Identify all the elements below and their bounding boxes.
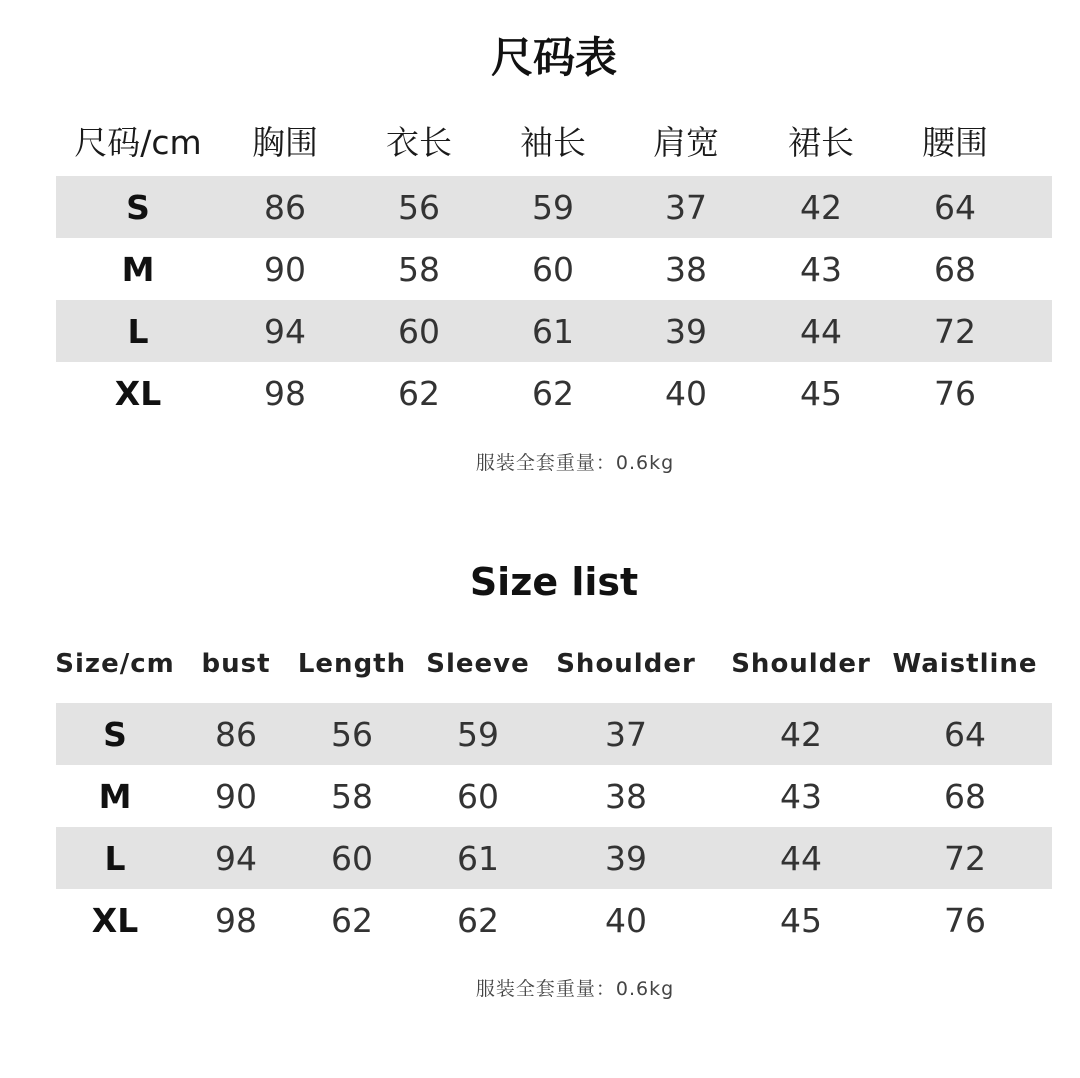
- size-list-measurement-cell: 45: [780, 900, 822, 940]
- size-list-measurement-cell: 42: [780, 714, 822, 754]
- size-list-measurement-cell: 61: [457, 838, 499, 878]
- size-chart-title: 尺码表: [490, 33, 617, 82]
- size-list-size-label: L: [104, 838, 126, 878]
- size-chart-header-col-1: 胸围: [252, 122, 318, 162]
- size-list-row-xl: [56, 889, 1052, 951]
- size-list-measurement-cell: 94: [215, 838, 257, 878]
- size-chart-measurement-cell: 72: [934, 311, 976, 351]
- size-list-measurement-cell: 60: [331, 838, 373, 878]
- size-chart-measurement-cell: 43: [800, 249, 842, 289]
- size-list-header-col-2: Length: [297, 649, 407, 679]
- size-list-measurement-cell: 64: [944, 714, 986, 754]
- size-chart-measurement-cell: 37: [665, 187, 707, 227]
- size-chart-measurement-cell: 68: [934, 249, 976, 289]
- size-chart-measurement-cell: 90: [264, 249, 306, 289]
- size-chart-measurement-cell: 94: [264, 311, 306, 351]
- size-list-title: Size list: [469, 560, 639, 604]
- size-chart-header-row: [0, 110, 1080, 170]
- garment-weight-note: 服装全套重量：0.6kg: [475, 452, 675, 474]
- size-chart-size-label: XL: [114, 373, 162, 413]
- size-chart-measurement-cell: 42: [800, 187, 842, 227]
- size-list-header-col-3: Sleeve: [426, 649, 530, 679]
- size-list-measurement-cell: 62: [331, 900, 373, 940]
- size-chart-row-s: [56, 176, 1052, 238]
- size-list-measurement-cell: 37: [605, 714, 647, 754]
- size-list-header-col-1: bust: [201, 649, 271, 679]
- size-chart-header-col-4: 肩宽: [653, 122, 719, 162]
- size-chart-measurement-cell: 39: [665, 311, 707, 351]
- size-list-measurement-cell: 40: [605, 900, 647, 940]
- size-list-measurement-cell: 44: [780, 838, 822, 878]
- size-chart-measurement-cell: 86: [264, 187, 306, 227]
- size-list-header-col-6: Waistline: [892, 649, 1038, 679]
- size-list-measurement-cell: 58: [331, 776, 373, 816]
- size-chart-size-label: S: [126, 187, 150, 227]
- size-chart-measurement-cell: 76: [934, 373, 976, 413]
- size-list-header-col-4: Shoulder: [556, 649, 696, 679]
- size-list-row-s: [56, 703, 1052, 765]
- size-chart-measurement-cell: 56: [398, 187, 440, 227]
- size-chart-measurement-cell: 98: [264, 373, 306, 413]
- size-chart-size-label: M: [121, 249, 155, 289]
- size-chart-header-col-5: 裙长: [788, 122, 854, 162]
- size-chart-measurement-cell: 64: [934, 187, 976, 227]
- size-list-header-size-unit: Size/cm: [55, 649, 175, 679]
- size-chart-measurement-cell: 60: [398, 311, 440, 351]
- size-chart-header-col-6: 腰围: [922, 122, 988, 162]
- size-list-size-label: S: [103, 714, 127, 754]
- size-list-row-m: [56, 765, 1052, 827]
- size-chart-row-l: [56, 300, 1052, 362]
- size-chart-row-m: [56, 238, 1052, 300]
- size-list-measurement-cell: 68: [944, 776, 986, 816]
- size-list-size-label: M: [98, 776, 132, 816]
- size-chart-measurement-cell: 62: [398, 373, 440, 413]
- size-list-size-label: XL: [91, 900, 139, 940]
- size-list-measurement-cell: 72: [944, 838, 986, 878]
- size-chart-header-size-unit: 尺码/cm: [74, 122, 202, 162]
- size-chart-row-xl: [56, 362, 1052, 424]
- size-chart-measurement-cell: 58: [398, 249, 440, 289]
- size-chart-measurement-cell: 44: [800, 311, 842, 351]
- size-list-measurement-cell: 76: [944, 900, 986, 940]
- size-list-measurement-cell: 43: [780, 776, 822, 816]
- size-chart-header-col-3: 袖长: [520, 122, 586, 162]
- size-chart-measurement-cell: 60: [532, 249, 574, 289]
- size-chart-measurement-cell: 59: [532, 187, 574, 227]
- size-chart-measurement-cell: 61: [532, 311, 574, 351]
- size-list-measurement-cell: 39: [605, 838, 647, 878]
- size-list-header-col-5: Shoulder: [731, 649, 871, 679]
- size-chart-measurement-cell: 45: [800, 373, 842, 413]
- size-chart-header-col-2: 衣长: [386, 122, 452, 162]
- size-list-measurement-cell: 38: [605, 776, 647, 816]
- size-list-row-l: [56, 827, 1052, 889]
- size-list-measurement-cell: 59: [457, 714, 499, 754]
- size-list-measurement-cell: 90: [215, 776, 257, 816]
- size-list-measurement-cell: 60: [457, 776, 499, 816]
- size-chart-measurement-cell: 62: [532, 373, 574, 413]
- size-chart-measurement-cell: 38: [665, 249, 707, 289]
- size-chart-measurement-cell: 40: [665, 373, 707, 413]
- size-list-measurement-cell: 86: [215, 714, 257, 754]
- size-list-measurement-cell: 56: [331, 714, 373, 754]
- size-list-measurement-cell: 62: [457, 900, 499, 940]
- size-list-header-row: [0, 634, 1080, 694]
- garment-weight-note-en: 服装全套重量：0.6kg: [475, 978, 675, 1000]
- size-chart-size-label: L: [127, 311, 149, 351]
- size-list-measurement-cell: 98: [215, 900, 257, 940]
